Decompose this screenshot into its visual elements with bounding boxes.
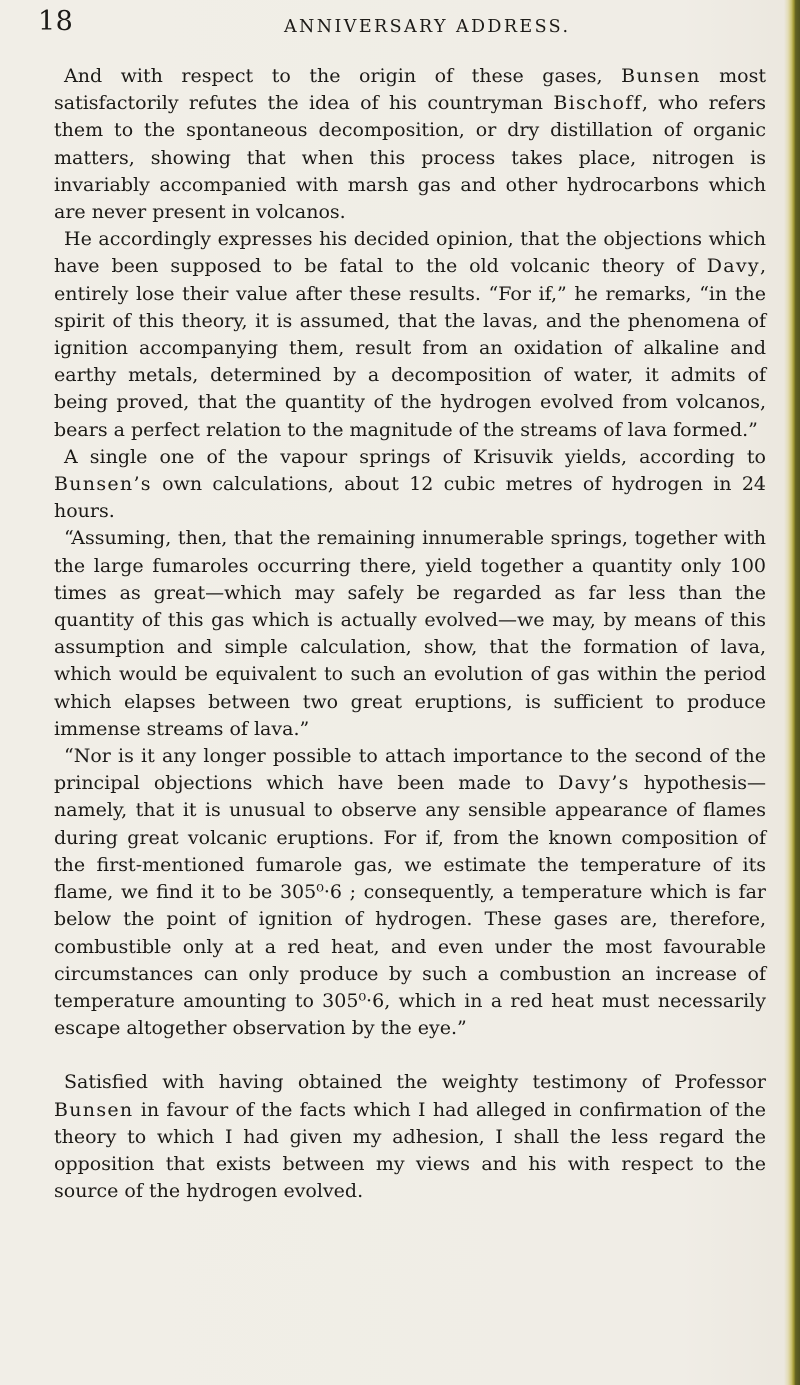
- text-span: most satisfactorily refutes the idea of his countryman: [54, 65, 766, 115]
- name-davy: Davy: [706, 255, 760, 278]
- text-span: , entirely lose their value after these results. “For if,” he remarks, “in the spirit of this theory, it is assumed, that the lavas, and the phenomena of ignition accompanying them, result from an oxidation of alkaline and earthy metals, determined by a decomposition of water, it admits of being proved, that the quantity of the hydrogen evolved from volcanos, bears a perfect relation to the magnitude of the streams of lava formed.”: [54, 255, 766, 441]
- paragraph-4: “Assuming, then, that the remaining innumerable springs, together with the large fumaroles occurring there, yield together a quantity only 100 times as great—which may safely be regarded as far less than the quantity of this gas which is actually evolved—we may, by means of this assumption and simple calculation, show, that the formation of lava, which would be equivalent to such an evolution of gas within the period which elapses between two great eruptions, is sufficient to produce immense streams of lava.”: [54, 527, 766, 740]
- paragraph-3: [54, 444, 766, 526]
- text-span: He accordingly expresses his decided opinion, that the objections which have been supposed to be fatal to the old volcanic theory of: [54, 228, 766, 278]
- page-edge-shadow: [796, 0, 800, 1385]
- text-span: And with respect to the origin of these gases,: [64, 65, 622, 87]
- paragraph-2: [54, 226, 766, 444]
- text-span: Satisfied with having obtained the weighty testimony of Professor: [64, 1071, 766, 1094]
- paragraph-5: [54, 743, 766, 1042]
- name-bunsen: Bunsen’s: [54, 473, 152, 496]
- body-text: [54, 63, 766, 1205]
- text-span: in favour of the facts which I had alleged in confirmation of the theory to which I had given my adhesion, I shall the less regard the opposition that exists between my views and his with respect to the source of the hydrogen evolved.: [54, 1098, 766, 1203]
- name-bunsen: Bunsen: [54, 1098, 134, 1121]
- page-number: 18: [38, 6, 74, 37]
- text-span: hypothesis—namely, that it is unusual to observe any sensible appearance of flames during great volcanic eruptions. For if, from the known composition of the first-mentioned fumarole gas, we estimate the temperature of its flame, we find it to be 305⁰·6 ; consequently, a temperature which is far below the point of ignition of hydrogen. These gases are, therefore, combustible only at a red heat, and even under the most favourable circumstances can only produce by such a combustion an increase of temperature amounting to 305⁰·6, which in a red heat must necessarily escape altogether observation by the eye.”: [54, 772, 766, 1040]
- text-span: , who refers them to the spontaneous decomposition, or dry distillation of organic matters, showing that when this process takes place, nitrogen is invariably accompanied with marsh gas and other hydrocarbons which are never present in volcanos.: [54, 92, 767, 224]
- name-bunsen: Bunsen: [621, 65, 701, 87]
- text-span: own calculations, about 12 cubic metres of hydrogen in 24 hours.: [54, 473, 766, 523]
- name-bischoff: Bischoff: [553, 92, 642, 115]
- paragraph-1: [54, 63, 766, 226]
- running-head: ANNIVERSARY ADDRESS.: [284, 17, 571, 37]
- text-span: A single one of the vapour springs of Krisuvik yields, according to: [64, 445, 766, 468]
- name-davy: Davy’s: [558, 772, 630, 795]
- paragraph-6: [54, 1069, 766, 1205]
- text-span: “Nor is it any longer possible to attach importance to the second of the principal objections which have been made to: [54, 745, 766, 795]
